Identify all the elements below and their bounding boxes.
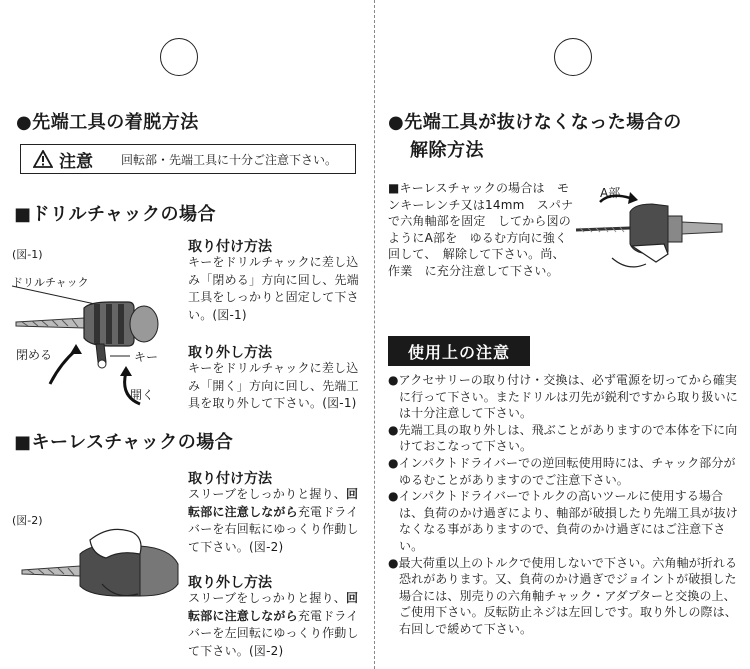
- release-title-line1: ●先端工具が抜けなくなった場合の: [388, 112, 682, 133]
- drill-chuck-part-label: ドリルチャック: [12, 276, 89, 289]
- keyless-remove-pre: スリーブをしっかりと握り、: [188, 591, 347, 605]
- release-title-line2: 解除方法: [410, 140, 484, 161]
- keyless-remove-post: 充電ドライバーを左回転にゆっくり作動して下さい。(図-2): [188, 608, 359, 658]
- hang-hole: [554, 38, 592, 76]
- keyless-remove-title: 取り外し方法: [188, 575, 272, 591]
- a-part-label: A部: [600, 186, 621, 200]
- keyless-chuck-illustration: [20, 524, 180, 600]
- caution-title: 注意: [59, 151, 93, 172]
- keyless-attach-bold: 回転部に注意しながら: [188, 487, 359, 519]
- drill-remove-text: キーをドリルチャックに差し込み「開く」方向に回し、先端工具を取り外して下さい。(図-1): [188, 361, 359, 410]
- drill-attach-title: 取り付け方法: [188, 239, 272, 255]
- section-title-attach-detach: ●先端工具の着脱方法: [16, 112, 199, 133]
- note-item: ●先端工具の取り外しは、飛ぶことがありますので本体を下に向けておこなって下さい。: [388, 422, 738, 454]
- wrench-chuck-illustration: [572, 182, 744, 272]
- figure-1-label: (図-1): [12, 248, 43, 261]
- drill-chuck-illustration: [10, 278, 180, 408]
- note-item: ●アクセサリーの取り付け・交換は、必ず電源を切ってから確実に行って下さい。またドリルは刃先が鋭利ですから取り扱いには十分注意して下さい。: [388, 373, 738, 421]
- drill-remove-title: 取り外し方法: [188, 345, 272, 361]
- close-direction-label: 閉める: [16, 348, 53, 362]
- keyless-attach-title: 取り付け方法: [188, 471, 272, 487]
- right-panel: [376, 0, 750, 669]
- keyless-chuck-title: ■キーレスチャックの場合: [14, 432, 234, 453]
- caution-text: 回転部・先端工具に十分ご注意下さい。: [121, 152, 338, 167]
- drill-attach-text: キーをドリルチャックに差し込み「閉める」方向に回し、先端工具をしっかりと固定して下さい。(図-1): [188, 255, 359, 322]
- usage-notes-title: 使用上の注意: [388, 336, 530, 366]
- release-text: ■キーレスチャックの場合は モンキーレンチ又は14mm スパナで六角軸部を固定 してから図のようにA部を ゆるむ方向に強く回して、 解除して下さい。尚、作業 に充分注意して下さい。: [388, 181, 574, 278]
- caution-box: [20, 144, 356, 174]
- note-item: ●最大荷重以上のトルクで使用しないで下さい。六角軸が折れる恐れがあります。又、負荷のかけ過ぎでジョイントが破損した場合には、別売りの六角軸チャック・アダプターと交換の上、ご使用下さい。反転防止ネジは左回しです。取り外しの際は、右回しで緩めて下さい。: [388, 555, 738, 636]
- warning-icon: [33, 150, 53, 168]
- keyless-remove-bold: 回転部に注意しながら: [188, 591, 359, 623]
- keyless-attach-text: [188, 486, 364, 556]
- keyless-attach-post: 充電ドライバーを右回転にゆっくり作動して下さい。(図-2): [188, 504, 359, 554]
- keyless-remove-text: [188, 590, 364, 660]
- key-label: キー: [134, 350, 159, 364]
- note-item: ●インパクトドライバーでトルクの高いツールに使用する場合は、負荷のかけ過ぎにより、軸部が破損したり先端工具が抜けなくなる事がありますので、負荷のかけ過ぎにはご注意下さい。: [388, 489, 738, 553]
- open-direction-label: 開く: [130, 388, 155, 402]
- keyless-attach-pre: スリーブをしっかりと握り、: [188, 487, 347, 501]
- figure-2-label: (図-2): [12, 514, 43, 527]
- usage-notes-list: [388, 372, 740, 638]
- note-item: ●インパクトドライバーでの逆回転使用時には、チャック部分がゆるむことがありますのでご注意下さい。: [388, 455, 736, 487]
- drill-chuck-title: ■ドリルチャックの場合: [14, 204, 216, 225]
- hang-hole: [160, 38, 198, 76]
